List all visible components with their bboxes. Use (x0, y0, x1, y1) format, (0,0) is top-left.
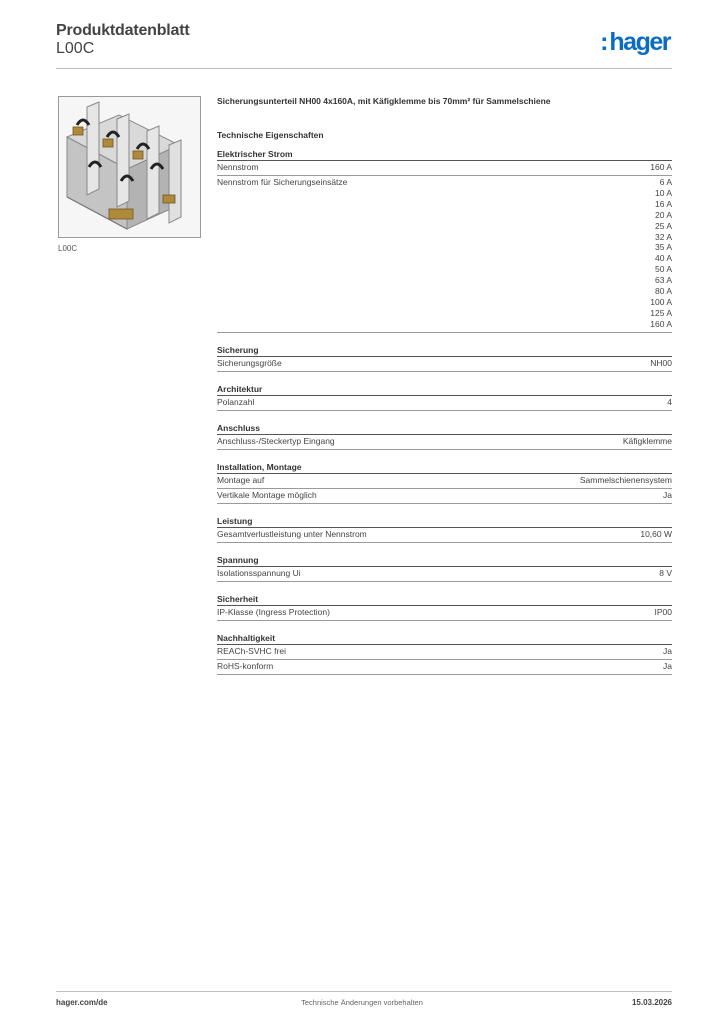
document-title: Produktdatenblatt (56, 22, 190, 39)
property-values (623, 435, 672, 449)
property-row (217, 161, 672, 176)
property-section (217, 147, 672, 333)
property-values (663, 489, 672, 503)
section-title: Installation, Montage (217, 460, 672, 474)
property-row (217, 435, 672, 450)
property-row (217, 357, 672, 372)
property-values (663, 645, 672, 659)
technical-properties-heading: Technische Eigenschaften (217, 130, 324, 140)
product-code: L00C (56, 40, 95, 57)
property-section (217, 514, 672, 543)
property-row (217, 660, 672, 675)
property-value: Ja (663, 645, 672, 656)
property-value: 32 A (654, 231, 672, 242)
property-row (217, 645, 672, 660)
section-title: Nachhaltigkeit (217, 631, 672, 645)
property-value: 10 A (654, 187, 672, 198)
property-value: 160 A (650, 162, 672, 172)
property-value: NH00 (650, 357, 672, 368)
property-value: 100 A (650, 296, 672, 307)
property-row (217, 489, 672, 504)
section-title: Sicherheit (217, 592, 672, 606)
property-value: 4 (667, 396, 672, 407)
header-divider (56, 68, 672, 69)
property-section (217, 343, 672, 372)
property-section (217, 553, 672, 582)
section-title: Anschluss (217, 421, 672, 435)
property-row (217, 474, 672, 489)
property-label: RoHS-konform (217, 660, 274, 671)
property-value: 10,60 W (640, 528, 672, 539)
property-value: IP00 (654, 606, 672, 617)
property-label: Anschluss-/Steckertyp Eingang (217, 435, 335, 446)
footer-notice: Technische Änderungen vorbehalten (301, 998, 423, 1007)
property-values (580, 474, 672, 488)
properties-sections (217, 147, 672, 675)
property-row (217, 176, 672, 333)
property-row (217, 606, 672, 621)
property-values (650, 357, 672, 371)
property-value: Käfigklemme (622, 435, 672, 446)
footer-website: hager.com/de (56, 998, 108, 1007)
footer-divider (56, 991, 672, 992)
property-value: 6 A (659, 177, 672, 187)
property-value: 63 A (654, 275, 672, 286)
property-value: 35 A (654, 242, 672, 253)
property-value: 20 A (654, 209, 672, 220)
product-details (217, 96, 672, 675)
property-value: Ja (663, 489, 672, 500)
property-section (217, 421, 672, 450)
property-label: Vertikale Montage möglich (217, 489, 317, 500)
fuse-base-illustration (59, 97, 201, 238)
property-section (217, 460, 672, 504)
property-label: Nennstrom (217, 162, 259, 172)
footer-date: 15.03.2026 (631, 998, 672, 1007)
property-values (667, 396, 672, 410)
product-image (58, 96, 201, 238)
property-values (655, 606, 673, 620)
property-row (217, 567, 672, 582)
property-value: Ja (663, 660, 672, 671)
property-values (640, 528, 672, 542)
property-values (650, 176, 672, 332)
section-title: Architektur (217, 382, 672, 396)
property-value: 40 A (654, 253, 672, 264)
property-row (217, 528, 672, 543)
property-label: Gesamtverlustleistung unter Nennstrom (217, 528, 367, 539)
page-header (56, 22, 672, 68)
property-row (217, 396, 672, 411)
property-label: Sicherungsgröße (217, 357, 282, 368)
property-label: Montage auf (217, 474, 265, 485)
property-value: 160 A (650, 318, 672, 329)
property-section (217, 382, 672, 411)
image-caption: L00C (58, 244, 78, 253)
property-values (663, 660, 672, 674)
logo-colon: : (600, 28, 609, 56)
property-label: REACh-SVHC frei (217, 645, 286, 656)
property-value: 8 V (659, 567, 672, 578)
property-values (659, 567, 672, 581)
property-value: 50 A (654, 264, 672, 275)
property-label: Nennstrom für Sicherungseinsätze (217, 177, 348, 187)
property-label: IP-Klasse (Ingress Protection) (217, 606, 330, 617)
property-value: 125 A (650, 307, 672, 318)
property-section (217, 592, 672, 621)
property-value: Sammelschienensystem (579, 474, 672, 485)
property-section (217, 631, 672, 675)
section-title: Elektrischer Strom (217, 147, 672, 161)
product-description: Sicherungsunterteil NH00 4x160A, mit Käfigklemme bis 70mm² für Sammelschiene (217, 96, 551, 106)
property-value: 25 A (654, 220, 672, 231)
section-title: Leistung (217, 514, 672, 528)
section-title: Sicherung (217, 343, 672, 357)
property-value: 16 A (654, 198, 672, 209)
section-title: Spannung (217, 553, 672, 567)
logo-text: hager (609, 28, 670, 56)
hager-logo (600, 28, 670, 57)
property-label: Isolationsspannung Ui (217, 567, 301, 578)
property-value: 80 A (654, 286, 672, 297)
property-label: Polanzahl (217, 396, 255, 407)
property-values (650, 161, 672, 175)
